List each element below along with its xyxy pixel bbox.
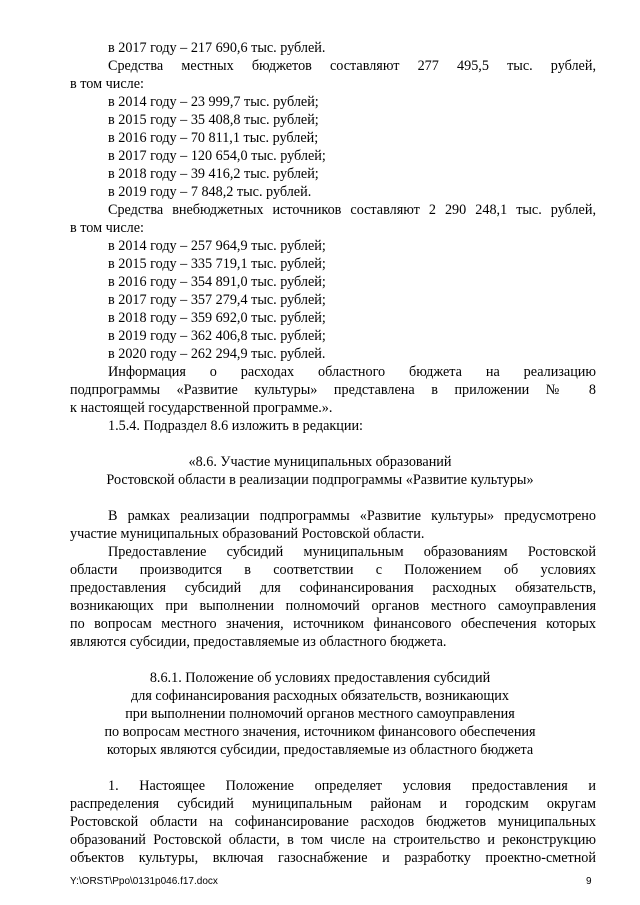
text-line: к настоящей государственной программе.». [70,400,333,416]
subsection-heading: при выполнении полномочий органов местного самоуправления [125,706,515,722]
text-line: в 2016 году – 70 811,1 тыс. рублей; [108,130,319,146]
text-line: в 2018 году – 39 416,2 тыс. рублей; [108,166,319,182]
text-line: Средства местных бюджетов составляют 277 495,5 тыс. рублей, [108,58,596,74]
text-line: участие муниципальных образований Ростовской области. [70,526,425,542]
text-line: Информация о расходах областного бюджета на реализацию [108,364,596,380]
text-line: Средства внебюджетных источников составляют 2 290 248,1 тыс. рублей, [108,202,596,218]
text-line: распределения субсидий муниципальным районам и городским округам [70,796,596,812]
text-line: В рамках реализации подпрограммы «Развитие культуры» предусмотрено [108,508,596,524]
text-line: области производится в соответствии с Положением об условиях [70,562,596,578]
text-line: Предоставление субсидий муниципальным образованиям Ростовской [108,544,596,560]
text-line: подпрограммы «Развитие культуры» представлена в приложении № 8 [70,382,596,398]
text-line: в 2014 году – 23 999,7 тыс. рублей; [108,94,319,110]
text-line: Ростовской области на софинансирование расходов бюджетов муниципальных [70,814,596,830]
subsection-heading: для софинансирования расходных обязательств, возникающих [131,688,509,704]
text-line: в 2017 году – 357 279,4 тыс. рублей; [108,292,326,308]
text-line: в том числе: [70,220,144,236]
text-line: в 2017 году – 120 654,0 тыс. рублей; [108,148,326,164]
text-line: 1. Настоящее Положение определяет условия предоставления и [108,778,596,794]
text-line: в 2014 году – 257 964,9 тыс. рублей; [108,238,326,254]
text-line: в 2019 году – 7 848,2 тыс. рублей. [108,184,312,200]
text-line: в 2020 году – 262 294,9 тыс. рублей. [108,346,326,362]
text-line: возникающих при выполнении полномочий органов местного самоуправления [70,598,596,614]
text-line: образований Ростовской области, в том числе на строительство и реконструкцию [70,832,596,848]
text-line: в том числе: [70,76,144,92]
text-line: в 2019 году – 362 406,8 тыс. рублей; [108,328,326,344]
text-line: объектов культуры, включая газоснабжение и разработку проектно-сметной [70,850,596,866]
text-line: в 2016 году – 354 891,0 тыс. рублей; [108,274,326,290]
footer-file-path: Y:\ORST\Ppo\0131p046.f17.docx [70,876,218,887]
text-line: в 2017 году – 217 690,6 тыс. рублей. [108,40,326,56]
subsection-heading: по вопросам местного значения, источником финансового обеспечения [104,724,536,740]
text-line: предоставления субсидий для софинансирования расходных обязательств, [70,580,596,596]
text-line: в 2015 году – 335 719,1 тыс. рублей; [108,256,326,272]
subsection-heading: которых являются субсидии, предоставляемые из областного бюджета [106,742,534,758]
subsection-heading: 8.6.1. Положение об условиях предоставления субсидий [149,670,491,686]
page-number: 9 [586,876,592,887]
text-line: в 2018 году – 359 692,0 тыс. рублей; [108,310,326,326]
text-line: в 2015 году – 35 408,8 тыс. рублей; [108,112,319,128]
text-line: по вопросам местного значения, источником финансового обеспечения которых [70,616,596,632]
section-heading: «8.6. Участие муниципальных образований [188,454,452,470]
section-heading: Ростовской области в реализации подпрограммы «Развитие культуры» [106,472,534,488]
text-line: являются субсидии, предоставляемые из областного бюджета. [70,634,447,650]
text-line: 1.5.4. Подраздел 8.6 изложить в редакции: [108,418,363,434]
